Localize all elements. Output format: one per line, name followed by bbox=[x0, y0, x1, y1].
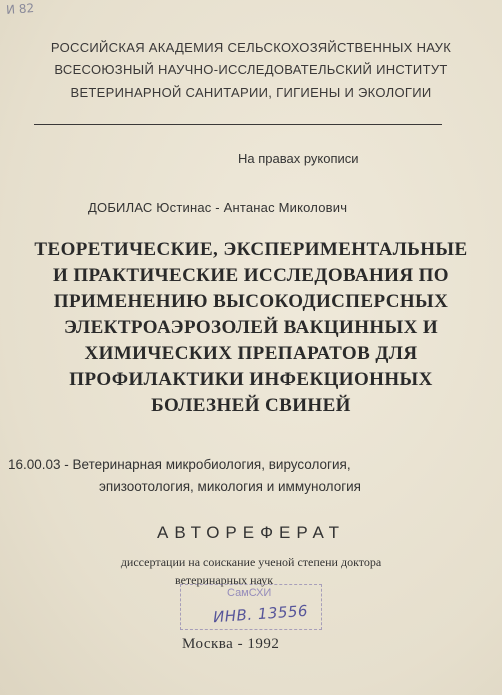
title-line-4: ЭЛЕКТРОАЭРОЗОЛЕЙ ВАКЦИННЫХ И bbox=[63, 317, 439, 338]
dissertation-line-2: ветеринарных наук bbox=[175, 573, 274, 587]
manuscript-rights-note: На правах рукописи bbox=[238, 151, 359, 166]
stamp-inventory-number: ИНВ. 13556 bbox=[212, 601, 309, 627]
institution-line-1: РОССИЙСКАЯ АКАДЕМИЯ СЕЛЬСКОХОЗЯЙСТВЕННЫХ НАУК bbox=[50, 40, 452, 55]
specialty-line-2: эпизоотология, микология и иммунология bbox=[99, 479, 361, 494]
title-line-3: ПРИМЕНЕНИЮ ВЫСОКОДИСПЕРСНЫХ bbox=[53, 291, 449, 312]
institution-line-2: ВСЕСОЮЗНЫЙ НАУЧНО-ИССЛЕДОВАТЕЛЬСКИЙ ИНСТИТУТ bbox=[54, 62, 448, 77]
title-line-1: ТЕОРЕТИЧЕСКИЕ, ЭКСПЕРИМЕНТАЛЬНЫЕ bbox=[34, 239, 468, 260]
title-line-6: ПРОФИЛАКТИКИ ИНФЕКЦИОННЫХ bbox=[69, 369, 433, 390]
library-stamp bbox=[180, 584, 322, 630]
title-line-2: И ПРАКТИЧЕСКИЕ ИССЛЕДОВАНИЯ ПО bbox=[53, 265, 449, 286]
specialty-line-1: 16.00.03 - Ветеринарная микробиология, вирусология, bbox=[8, 457, 351, 472]
title-line-5: ХИМИЧЕСКИХ ПРЕПАРАТОВ ДЛЯ bbox=[84, 343, 418, 364]
stamp-library-name: СамСХИ bbox=[227, 587, 272, 599]
institution-line-3: ВЕТЕРИНАРНОЙ САНИТАРИИ, ГИГИЕНЫ И ЭКОЛОГИИ bbox=[70, 85, 432, 100]
dissertation-line-1: диссертации на соискание ученой степени доктора bbox=[120, 555, 382, 569]
author-name: ДОБИЛАС Юстинас - Антанас Миколович bbox=[88, 200, 348, 215]
title-line-7: БОЛЕЗНЕЙ СВИНЕЙ bbox=[151, 395, 351, 416]
header-divider bbox=[34, 124, 442, 125]
document-type: АВТОРЕФЕРАТ bbox=[157, 523, 345, 542]
place-and-year: Москва - 1992 bbox=[182, 636, 280, 652]
corner-handwritten-note: И 82 bbox=[5, 1, 35, 17]
